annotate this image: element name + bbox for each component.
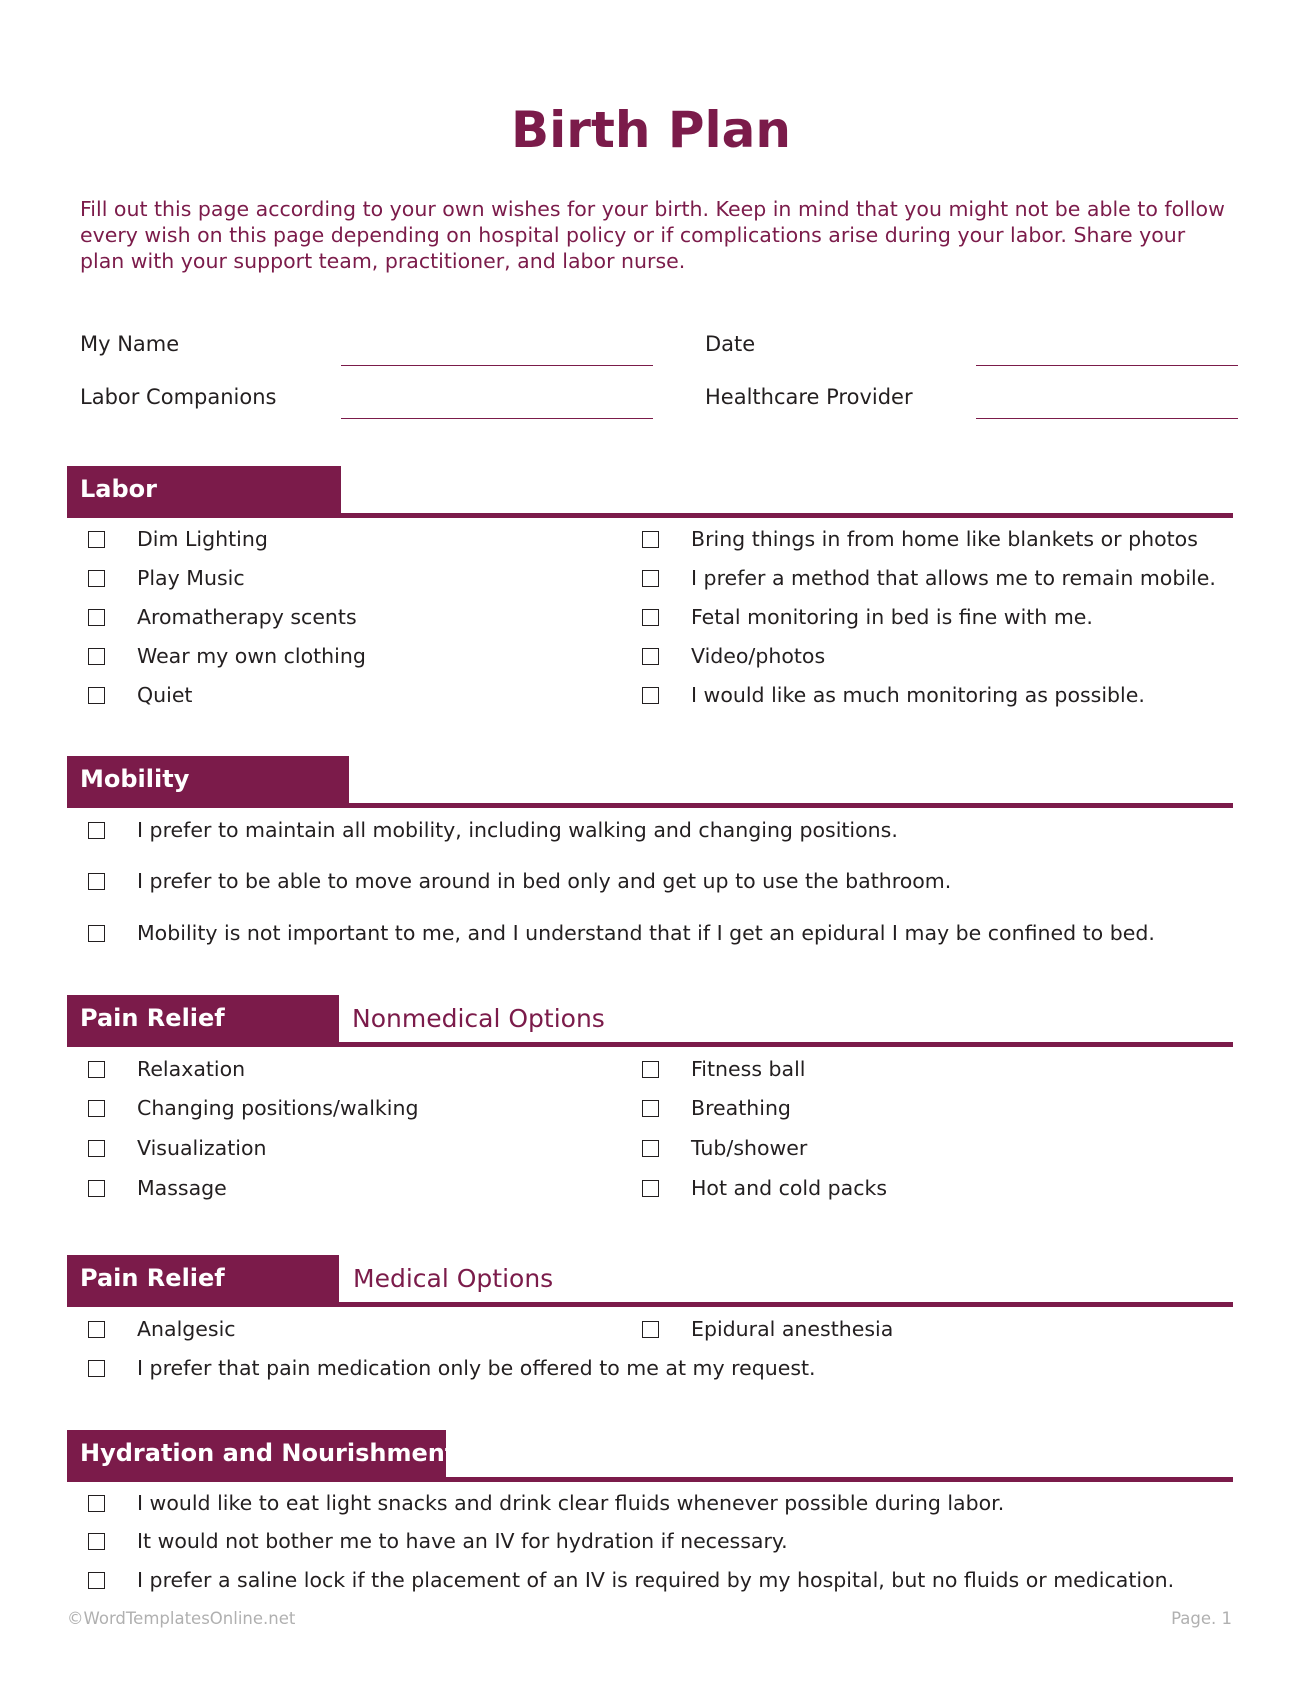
- section-rule: [67, 803, 1233, 808]
- pain-relief-medical-header: [67, 1255, 1233, 1307]
- medical-option: Analgesic: [88, 1317, 236, 1341]
- copyright-text: ©WordTemplatesOnline.net: [67, 1609, 296, 1628]
- labor-option: Play Music: [88, 566, 245, 590]
- labor-option: Wear my own clothing: [88, 644, 366, 668]
- nonmedical-option: Tub/shower: [642, 1136, 807, 1160]
- checkbox[interactable]: [88, 1100, 105, 1117]
- checkbox[interactable]: [88, 1180, 105, 1197]
- labor-option: Aromatherapy scents: [88, 605, 357, 629]
- labor-option: I prefer a method that allows me to remain mobile.: [642, 566, 1216, 590]
- checkbox[interactable]: [88, 609, 105, 626]
- pain-relief-section-title: Pain Relief: [67, 1255, 339, 1302]
- nonmedical-option: Hot and cold packs: [642, 1176, 887, 1200]
- labor-section-header: [67, 466, 1233, 518]
- my-name-field[interactable]: [341, 365, 653, 366]
- date-field[interactable]: [976, 365, 1238, 366]
- hydration-option: It would not bother me to have an IV for hydration if necessary.: [88, 1529, 788, 1553]
- mobility-section-header: [67, 756, 1233, 808]
- checkbox[interactable]: [88, 1140, 105, 1157]
- checkbox[interactable]: [88, 1572, 105, 1589]
- page-number: Page. 1: [1171, 1609, 1232, 1628]
- checkbox[interactable]: [642, 570, 659, 587]
- mobility-option: I prefer to be able to move around in bed only and get up to use the bathroom.: [88, 869, 951, 893]
- pain-relief-section-title: Pain Relief: [67, 995, 339, 1042]
- section-rule: [67, 1042, 1233, 1047]
- checkbox[interactable]: [88, 570, 105, 587]
- checkbox[interactable]: [642, 648, 659, 665]
- nonmedical-options-subtitle: Nonmedical Options: [352, 1004, 605, 1033]
- checkbox[interactable]: [642, 1180, 659, 1197]
- checkbox[interactable]: [642, 1100, 659, 1117]
- labor-option: Video/photos: [642, 644, 825, 668]
- my-name-label: My Name: [80, 332, 180, 356]
- labor-option: I would like as much monitoring as possible.: [642, 683, 1145, 707]
- labor-section-title: Labor: [67, 466, 341, 513]
- labor-companions-field[interactable]: [341, 418, 653, 419]
- checkbox[interactable]: [642, 1061, 659, 1078]
- medical-option: I prefer that pain medication only be offered to me at my request.: [88, 1356, 816, 1380]
- intro-text: Fill out this page according to your own wishes for your birth. Keep in mind that you might not be able to follow every wish on this page depending on hospital policy or if complications arise during your labor. Share your plan with your support team, practitioner, and labor nurse.: [80, 197, 1225, 273]
- checkbox[interactable]: [88, 648, 105, 665]
- healthcare-provider-field[interactable]: [976, 418, 1238, 419]
- checkbox[interactable]: [642, 609, 659, 626]
- hydration-option: I prefer a saline lock if the placement of an IV is required by my hospital, but no fluids or medication.: [88, 1568, 1174, 1592]
- checkbox[interactable]: [88, 1360, 105, 1377]
- hydration-section-header: [67, 1430, 1233, 1482]
- medical-options-subtitle: Medical Options: [353, 1264, 554, 1293]
- checkbox[interactable]: [88, 1495, 105, 1512]
- labor-companions-label: Labor Companions: [80, 385, 277, 409]
- section-rule: [67, 1477, 1233, 1482]
- nonmedical-option: Massage: [88, 1176, 227, 1200]
- checkbox[interactable]: [88, 873, 105, 890]
- pain-relief-nonmedical-header: [67, 995, 1233, 1047]
- checkbox[interactable]: [642, 1140, 659, 1157]
- checkbox[interactable]: [88, 1533, 105, 1550]
- hydration-section-title: Hydration and Nourishment: [67, 1430, 446, 1477]
- checkbox[interactable]: [88, 687, 105, 704]
- checkbox[interactable]: [88, 822, 105, 839]
- section-rule: [67, 513, 1233, 518]
- section-rule: [67, 1302, 1233, 1307]
- hydration-option: I would like to eat light snacks and drink clear fluids whenever possible during labor.: [88, 1491, 1004, 1515]
- mobility-option: Mobility is not important to me, and I understand that if I get an epidural I may be confined to bed.: [88, 921, 1155, 945]
- checkbox[interactable]: [88, 925, 105, 942]
- medical-option: Epidural anesthesia: [642, 1317, 893, 1341]
- nonmedical-option: Breathing: [642, 1096, 791, 1120]
- date-label: Date: [705, 332, 756, 356]
- nonmedical-option: Relaxation: [88, 1057, 245, 1081]
- checkbox[interactable]: [642, 1321, 659, 1338]
- healthcare-provider-label: Healthcare Provider: [705, 385, 913, 409]
- mobility-section-title: Mobility: [67, 756, 349, 803]
- checkbox[interactable]: [88, 1061, 105, 1078]
- nonmedical-option: Changing positions/walking: [88, 1096, 418, 1120]
- labor-option: Quiet: [88, 683, 192, 707]
- labor-option: Fetal monitoring in bed is fine with me.: [642, 605, 1093, 629]
- page-title: Birth Plan: [511, 101, 791, 159]
- labor-option: Dim Lighting: [88, 527, 268, 551]
- checkbox[interactable]: [642, 531, 659, 548]
- labor-option: Bring things in from home like blankets or photos: [642, 527, 1198, 551]
- checkbox[interactable]: [642, 687, 659, 704]
- checkbox[interactable]: [88, 1321, 105, 1338]
- nonmedical-option: Fitness ball: [642, 1057, 805, 1081]
- checkbox[interactable]: [88, 531, 105, 548]
- mobility-option: I prefer to maintain all mobility, including walking and changing positions.: [88, 818, 898, 842]
- nonmedical-option: Visualization: [88, 1136, 267, 1160]
